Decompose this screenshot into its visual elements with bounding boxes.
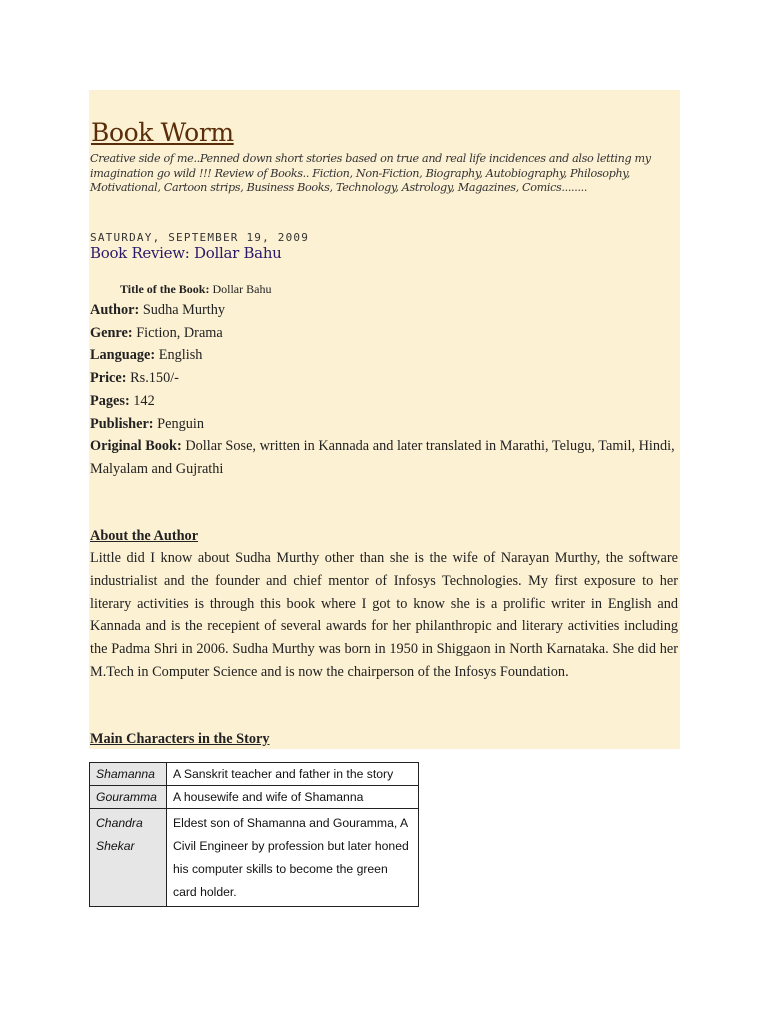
character-name: Shamanna [90, 763, 167, 786]
main-characters-heading: Main Characters in the Story [90, 731, 270, 747]
detail-label: Price: [90, 370, 127, 387]
table-row [90, 786, 419, 809]
detail-value: Fiction, Drama [136, 324, 223, 341]
detail-original-book [90, 435, 678, 480]
book-title-line [120, 282, 271, 297]
detail-value: Sudha Murthy [142, 302, 226, 318]
about-author-text: Little did I know about Sudha Murthy other than she is the wife of Narayan Murthy, the software industrialist and the founder and chief mentor of Infosys Technologies. My first exposure to her literary activities is through this book where I got to know she is a prolific writer in English and Kannada and is the recepient of several awards for her philanthropic and literary activities including the Padma Shri in 2006. Sudha Murthy was born in 1950 in Shiggaon in North Karnataka. She did her M.Tech in Computer Science and is now the chairperson of the Infosys Foundation. [90, 550, 678, 680]
character-description: Eldest son of Shamanna and Gouramma, A Civil Engineer by profession but later honed his computer skills to become the green card holder. [167, 809, 419, 907]
about-author-heading: About the Author [90, 528, 199, 544]
detail-label: Publisher: [90, 415, 154, 432]
detail-pages [90, 390, 678, 413]
detail-value: Penguin [157, 415, 205, 432]
detail-publisher [90, 413, 678, 436]
detail-label: Genre: [90, 324, 133, 341]
blog-description: Creative side of me..Penned down short stories based on true and real life incidences and also letting my imagination go wild !!! Review of Books.. Fiction, Non-Fiction, Biography, Autobiography, Philosophy, Motivational, Cartoon strips, Business Books, Technology, Astrology, Magazines, Comics........ [90, 152, 651, 194]
post-title-link[interactable]: Book Review: Dollar Bahu [90, 244, 282, 262]
book-title-value: Dollar Bahu [212, 282, 272, 296]
detail-value: Rs.150/- [130, 370, 179, 387]
book-details [90, 299, 678, 481]
detail-value: 142 [133, 392, 155, 409]
character-name: Gouramma [90, 786, 167, 809]
post-date: SATURDAY, SEPTEMBER 19, 2009 [90, 231, 310, 244]
detail-language [90, 344, 678, 367]
character-description: A Sanskrit teacher and father in the story [167, 763, 419, 786]
detail-label: Author: [90, 302, 140, 318]
book-title-label: Title of the Book: [120, 282, 210, 296]
character-description: A housewife and wife of Shamanna [167, 786, 419, 809]
characters-table [89, 762, 419, 907]
detail-price [90, 367, 678, 390]
character-name: Chandra Shekar [90, 809, 167, 907]
detail-label: Pages: [90, 392, 130, 409]
detail-value: Dollar Sose, written in Kannada and later translated in Marathi, Telugu, Tamil, Hindi, Malyalam and Gujrathi [90, 438, 675, 477]
detail-value: English [158, 347, 203, 364]
detail-genre [90, 322, 678, 345]
blog-title-link[interactable]: Book Worm [91, 118, 234, 147]
detail-label: Language: [90, 347, 156, 364]
detail-author [90, 299, 678, 322]
detail-label: Original Book: [90, 438, 182, 455]
table-row [90, 763, 419, 786]
table-row [90, 809, 419, 907]
